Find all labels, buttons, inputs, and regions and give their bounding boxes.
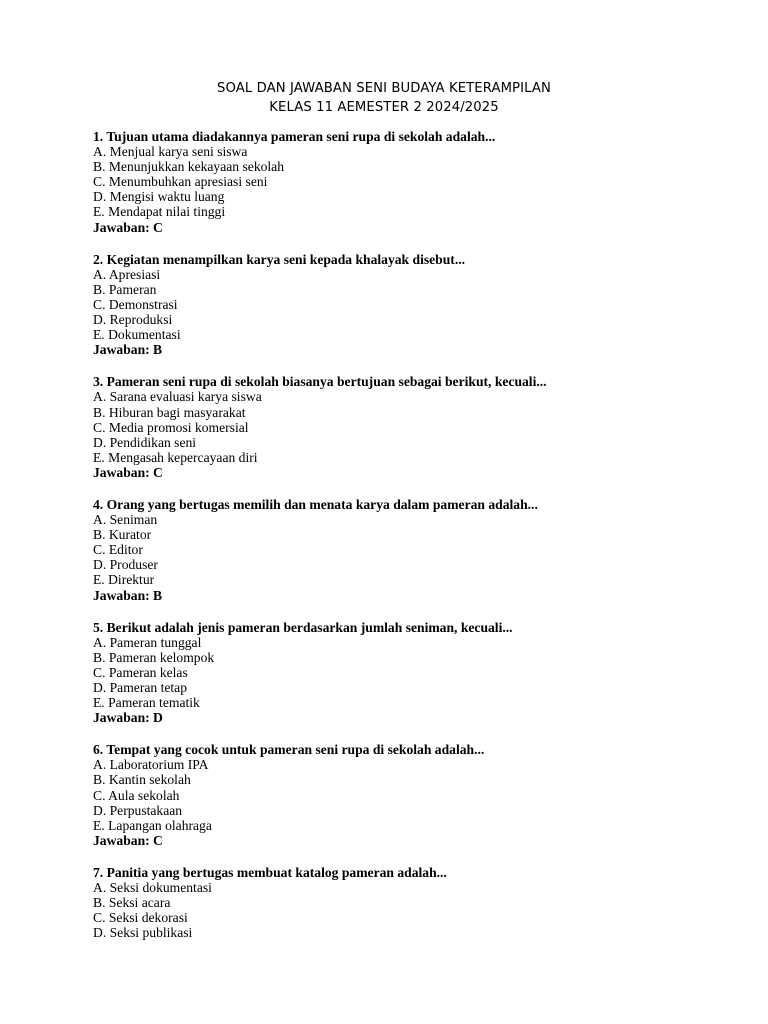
answer-option: C. Demonstrasi xyxy=(93,296,178,312)
answer-option: E. Mendapat nilai tinggi xyxy=(93,204,226,220)
answer-key: Jawaban: C xyxy=(93,464,163,480)
question-stem: 6. Tempat yang cocok untuk pameran seni rupa di sekolah adalah... xyxy=(93,742,485,758)
question-stem: 2. Kegiatan menampilkan karya seni kepada khalayak disebut... xyxy=(93,251,466,267)
answer-option: C. Aula sekolah xyxy=(93,787,180,803)
answer-option: B. Kantin sekolah xyxy=(93,772,191,788)
answer-option: D. Reproduksi xyxy=(93,312,173,328)
answer-option: C. Menumbuhkan apresiasi seni xyxy=(93,174,268,190)
answer-option: B. Hiburan bagi masyarakat xyxy=(93,404,246,420)
answer-key: Jawaban: B xyxy=(93,342,163,358)
answer-option: B. Pameran kelompok xyxy=(93,649,215,665)
question-stem: 1. Tujuan utama diadakannya pameran seni rupa di sekolah adalah... xyxy=(93,129,496,144)
answer-option: A. Seniman xyxy=(93,512,158,528)
question-block xyxy=(93,374,733,480)
answer-key: Jawaban: C xyxy=(93,832,163,848)
question-list xyxy=(93,129,733,957)
question-block xyxy=(93,129,733,235)
answer-option: E. Direktur xyxy=(93,572,155,588)
question-block xyxy=(93,865,733,940)
answer-option: A. Apresiasi xyxy=(93,266,161,282)
answer-key: Jawaban: C xyxy=(93,219,163,235)
answer-option: E. Lapangan olahraga xyxy=(93,817,212,833)
document-subtitle: KELAS 11 AEMESTER 2 2024/2025 xyxy=(269,100,499,115)
answer-option: C. Pameran kelas xyxy=(93,664,188,680)
answer-option: B. Seksi acara xyxy=(93,895,171,911)
answer-option: D. Pameran tetap xyxy=(93,680,187,695)
question-block xyxy=(93,742,733,848)
answer-option: C. Seksi dekorasi xyxy=(93,910,188,926)
answer-option: B. Pameran xyxy=(93,281,157,297)
answer-option: A. Pameran tunggal xyxy=(93,634,202,650)
answer-option: E. Dokumentasi xyxy=(93,327,181,343)
answer-option: D. Produser xyxy=(93,557,158,573)
answer-option: E. Pameran tematik xyxy=(93,695,200,711)
answer-option: D. Pendidikan seni xyxy=(93,434,197,450)
document-title: SOAL DAN JAWABAN SENI BUDAYA KETERAMPILAN xyxy=(217,81,551,96)
question-block xyxy=(93,620,733,726)
question-stem: 4. Orang yang bertugas memilih dan menata karya dalam pameran adalah... xyxy=(93,496,538,512)
question-block xyxy=(93,497,733,603)
question-block xyxy=(93,252,733,358)
answer-option: B. Kurator xyxy=(93,527,152,543)
answer-key: Jawaban: D xyxy=(93,710,163,726)
question-stem: 3. Pameran seni rupa di sekolah biasanya bertujuan sebagai berikut, kecuali... xyxy=(93,374,547,390)
answer-option: A. Menjual karya seni siswa xyxy=(93,144,248,160)
answer-option: D. Mengisi waktu luang xyxy=(93,189,225,205)
answer-option: A. Seksi dokumentasi xyxy=(93,880,212,896)
question-stem: 7. Panitia yang bertugas membuat katalog pameran adalah... xyxy=(93,864,447,880)
answer-option: C. Editor xyxy=(93,542,143,558)
answer-option: C. Media promosi komersial xyxy=(93,419,249,435)
answer-option: B. Menunjukkan kekayaan sekolah xyxy=(93,159,285,175)
question-stem: 5. Berikut adalah jenis pameran berdasarkan jumlah seniman, kecuali... xyxy=(93,619,513,635)
answer-option: A. Laboratorium IPA xyxy=(93,757,209,773)
answer-key: Jawaban: B xyxy=(93,587,163,603)
answer-option: D. Seksi publikasi xyxy=(93,925,193,941)
answer-option: A. Sarana evaluasi karya siswa xyxy=(93,389,262,405)
answer-option: E. Mengasah kepercayaan diri xyxy=(93,449,258,465)
answer-option: D. Perpustakaan xyxy=(93,802,183,818)
